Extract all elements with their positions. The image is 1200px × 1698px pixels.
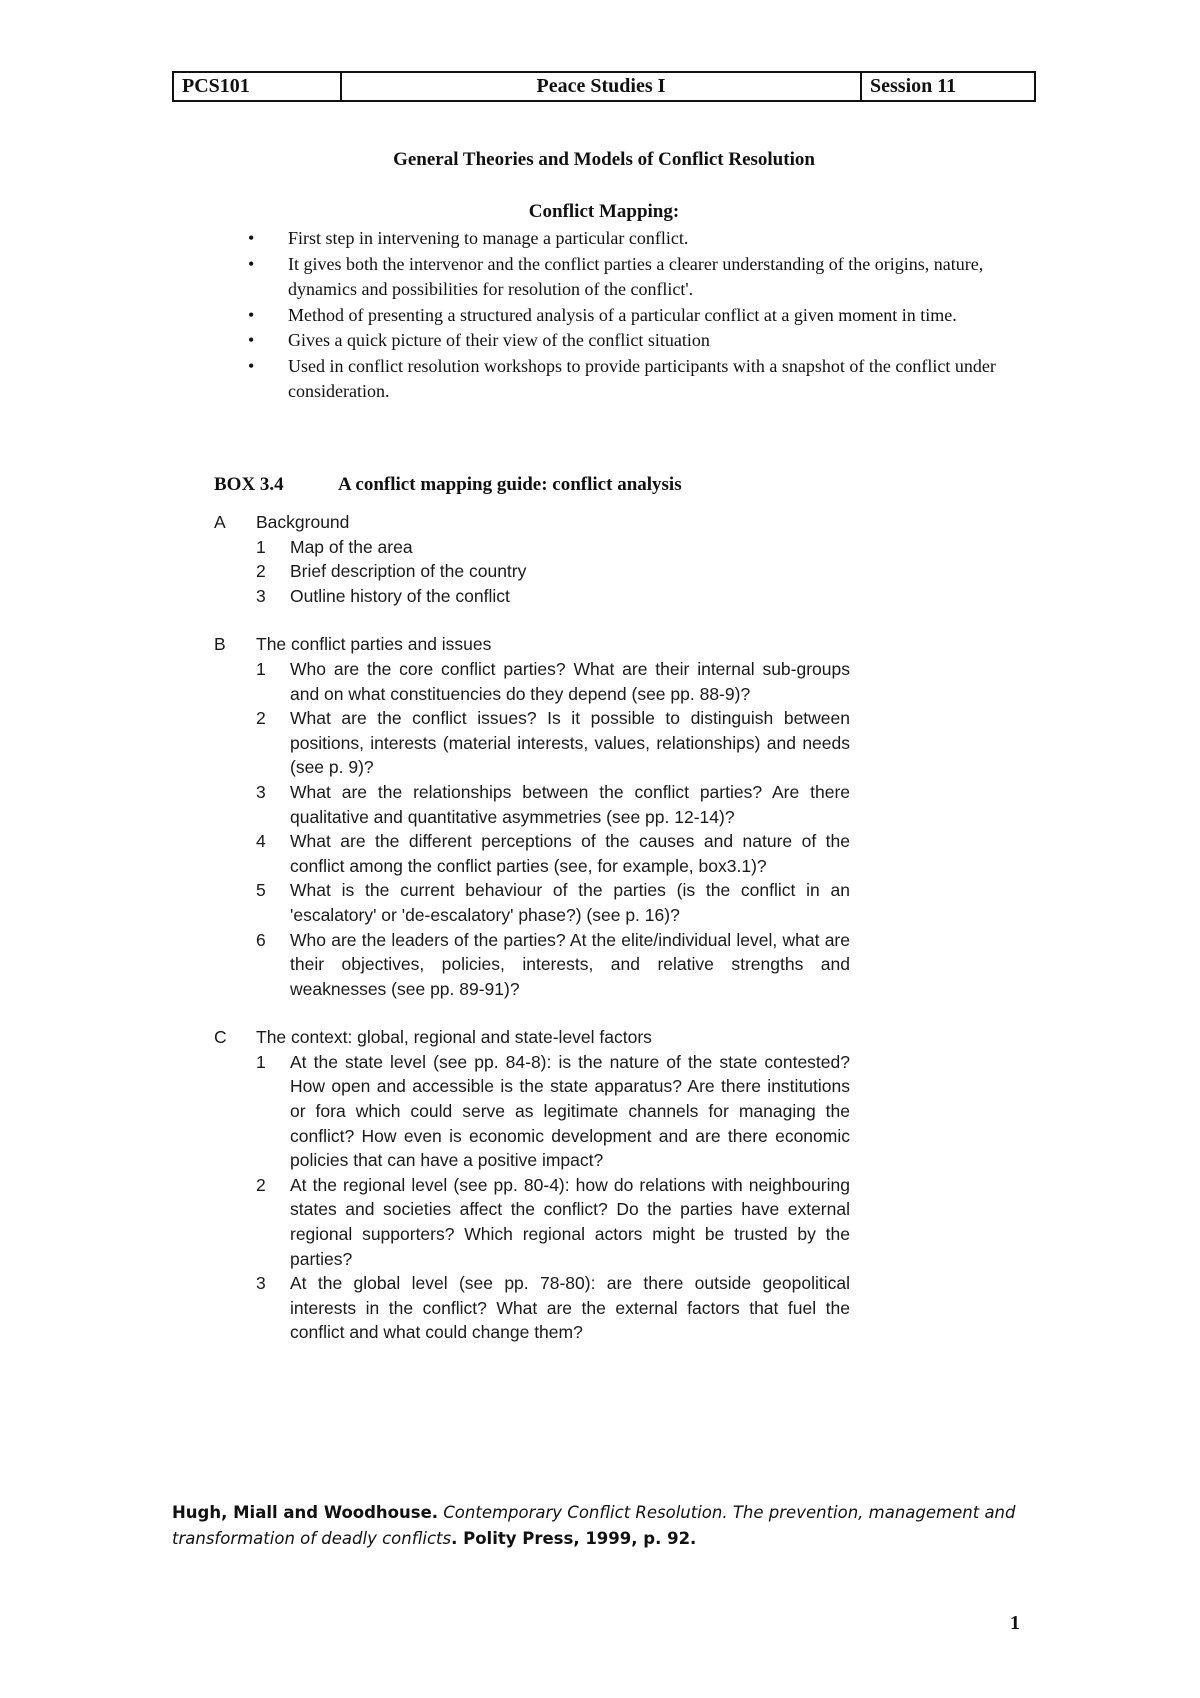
course-code: PCS101 (174, 73, 342, 100)
bullet-list (248, 226, 1048, 405)
bullet-icon: • (248, 330, 255, 350)
page-title: General Theories and Models of Conflict Resolution (393, 149, 815, 170)
citation-publisher: . Polity Press, 1999, p. 92. (451, 1529, 697, 1548)
bullet-icon: • (248, 355, 255, 376)
conflict-mapping-guide (214, 510, 864, 1369)
section-heading: Background (256, 512, 350, 532)
guide-item: 5 What is the current behaviour of the parties (is the conflict in an 'escalatory' or 'de-escalatory' phase?) (see p. 16)? (256, 880, 850, 925)
section-letter: C (214, 1027, 227, 1048)
guide-item: 1 Who are the core conflict parties? What are their internal sub-groups and on what constituencies do they depend (see pp. 88-9)? (256, 658, 850, 704)
bullet-icon: • (248, 253, 255, 274)
course-title: Peace Studies I (342, 73, 862, 100)
section-heading: The context: global, regional and state-level factors (256, 1027, 652, 1048)
guide-item: 1 At the state level (see pp. 84-8): is the nature of the state contested? How open and accessible is the state apparatus? Are there institutions or fora which could serve as legitimate channels for managing the conflict? How even is economic development and are there economic policies that can have a positive impact? (256, 1051, 850, 1171)
section-heading: Conflict Mapping: (528, 201, 680, 222)
bullet-item: • First step in intervening to manage a particular conflict. (248, 226, 1048, 252)
section-letter: A (214, 512, 226, 532)
guide-item: 2 At the regional level (see pp. 80-4): how do relations with neighbouring states and societies affect the conflict? Do the parties have external regional supporters? Which regional actors might be trusted by the parties? (256, 1174, 850, 1269)
bullet-item: • Gives a quick picture of their view of the conflict situation (248, 328, 1048, 354)
bullet-item: • Method of presenting a structured analysis of a particular conflict at a given moment in time. (248, 303, 1048, 329)
citation-authors: Hugh, Miall and Woodhouse. (172, 1503, 439, 1522)
course-header (172, 71, 1036, 102)
guide-section-a (214, 510, 864, 608)
box-number: BOX 3.4 (214, 474, 284, 495)
box-title (214, 474, 682, 496)
section-heading: The conflict parties and issues (256, 634, 492, 655)
guide-item: 4 What are the different perceptions of the causes and nature of the conflict among the conflict parties (see, for example, box3.1)? (256, 831, 850, 876)
citation-title: Contemporary Conflict Resolution. The prevention, management and transformation of deadly conflicts (172, 1503, 1016, 1548)
guide-item: 3 Outline history of the conflict (256, 585, 510, 606)
guide-item: 2 Brief description of the country (256, 561, 527, 582)
section-letter: B (214, 634, 226, 655)
guide-item: 2 What are the conflict issues? Is it possible to distinguish between positions, interests (material interests, values, relationships) and needs (see p. 9)? (256, 708, 850, 778)
guide-item: 3 At the global level (see pp. 78-80): are there outside geopolitical interests in the conflict? What are the external factors that fuel the conflict and what could change them? (256, 1273, 850, 1343)
box-heading: A conflict mapping guide: conflict analysis (338, 474, 682, 495)
guide-item: 1 Map of the area (256, 536, 413, 557)
guide-item: 3 What are the relationships between the conflict parties? Are there qualitative and quantitative asymmetries (see pp. 12-14)? (256, 781, 850, 827)
session-label: Session 11 (870, 75, 957, 97)
bullet-icon: • (248, 304, 255, 325)
guide-item: 6 Who are the leaders of the parties? At the elite/individual level, what are their objectives, policies, interests, and relative strengths and weaknesses (see pp. 89-91)? (256, 929, 850, 999)
citation (172, 1500, 1042, 1552)
guide-section-b (214, 632, 864, 1001)
page-number: 1 (1010, 1612, 1020, 1634)
bullet-item: • Used in conflict resolution workshops to provide participants with a snapshot of the conflict under consideration. (248, 355, 996, 401)
bullet-icon: • (248, 228, 255, 248)
guide-section-c (214, 1025, 864, 1345)
bullet-item: • It gives both the intervenor and the conflict parties a clearer understanding of the origins, nature, dynamics and possibilities for resolution of the conflict'. (248, 253, 984, 299)
